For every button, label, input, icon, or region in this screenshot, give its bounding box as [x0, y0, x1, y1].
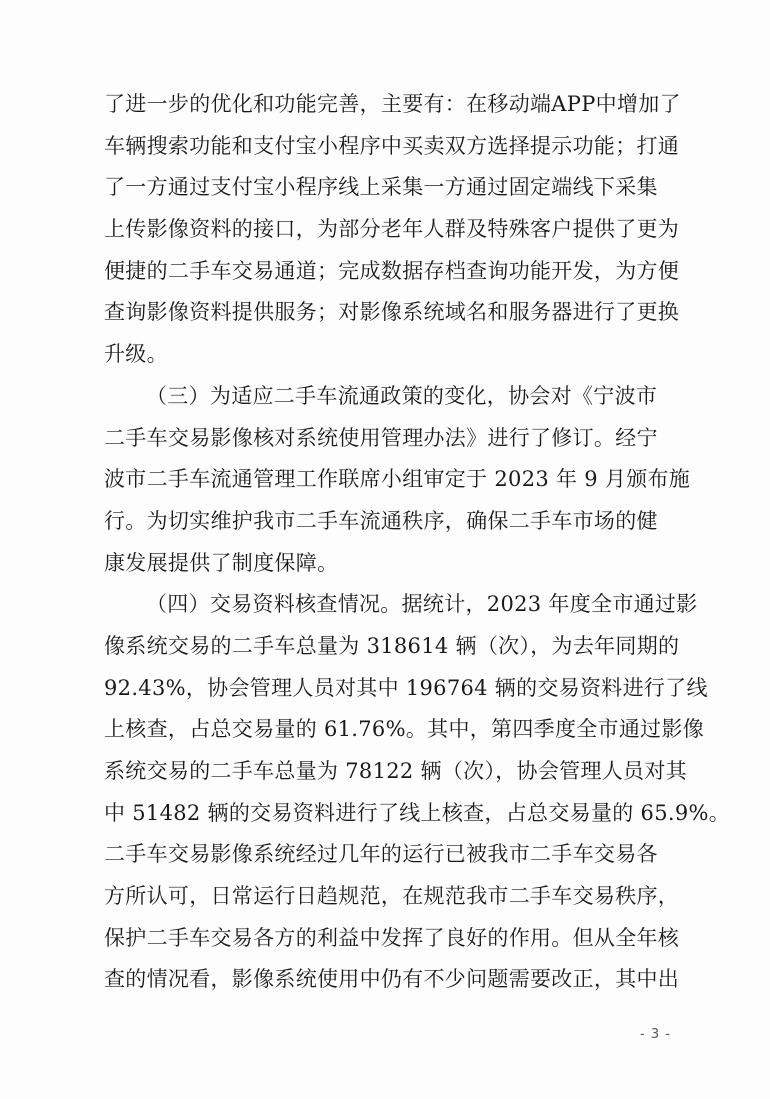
text-line: 康发展提供了制度保障。 — [104, 550, 339, 575]
text-line: 像系统交易的二手车总量为 318614 辆（次），为去年同期的 — [104, 633, 680, 658]
document-body — [104, 84, 731, 1001]
text-line: 了进一步的优化和功能完善，主要有：在移动端APP中增加了 — [104, 92, 681, 116]
text-line: 方所认可，日常运行日趋规范，在规范我市二手车交易秩序， — [104, 884, 680, 909]
text-line: 查询影像资料提供服务；对影像系统域名和服务器进行了更换 — [104, 300, 680, 325]
text-line: 便捷的二手车交易通道；完成数据存档查询功能开发，为方便 — [104, 258, 680, 283]
text-line: 92.43%，协会管理人员对其中 196764 辆的交易资料进行了线 — [104, 675, 708, 700]
paragraph-start-line: （三）为适应二手车流通政策的变化，协会对《宁波市 — [146, 383, 658, 408]
text-line: 系统交易的二手车总量为 78122 辆（次），协会管理人员对其 — [104, 759, 687, 783]
paragraph-start-line: （四）交易资料核查情况。据统计，2023 年度全市通过影 — [146, 592, 698, 617]
text-line: 行。为切实维护我市二手车流通秩序，确保二手车市场的健 — [104, 508, 658, 533]
text-line: 升级。 — [104, 342, 168, 367]
text-line: 了一方通过支付宝小程序线上采集一方通过固定端线下采集 — [104, 175, 658, 200]
page-number: - 3 - — [640, 1027, 671, 1042]
text-line: 查的情况看，影像系统使用中仍有不少问题需要改正，其中出 — [104, 967, 680, 992]
text-line: 中 51482 辆的交易资料进行了线上核查，占总交易量的 65.9%。 — [104, 800, 731, 825]
text-line: 上传影像资料的接口，为部分老年人群及特殊客户提供了更为 — [104, 217, 680, 242]
text-line: 保护二手车交易各方的利益中发挥了良好的作用。但从全年核 — [104, 925, 680, 950]
text-line: 波市二手车流通管理工作联席小组审定于 2023 年 9 月颁布施 — [104, 467, 691, 492]
text-line: 上核查，占总交易量的 61.76%。其中，第四季度全市通过影像 — [104, 717, 705, 742]
text-line: 二手车交易影像系统经过几年的运行已被我市二手车交易各 — [104, 842, 658, 867]
text-line: 二手车交易影像核对系统使用管理办法》进行了修订。经宁 — [104, 425, 658, 450]
text-line: 车辆搜索功能和支付宝小程序中买卖双方选择提示功能；打通 — [104, 133, 680, 158]
